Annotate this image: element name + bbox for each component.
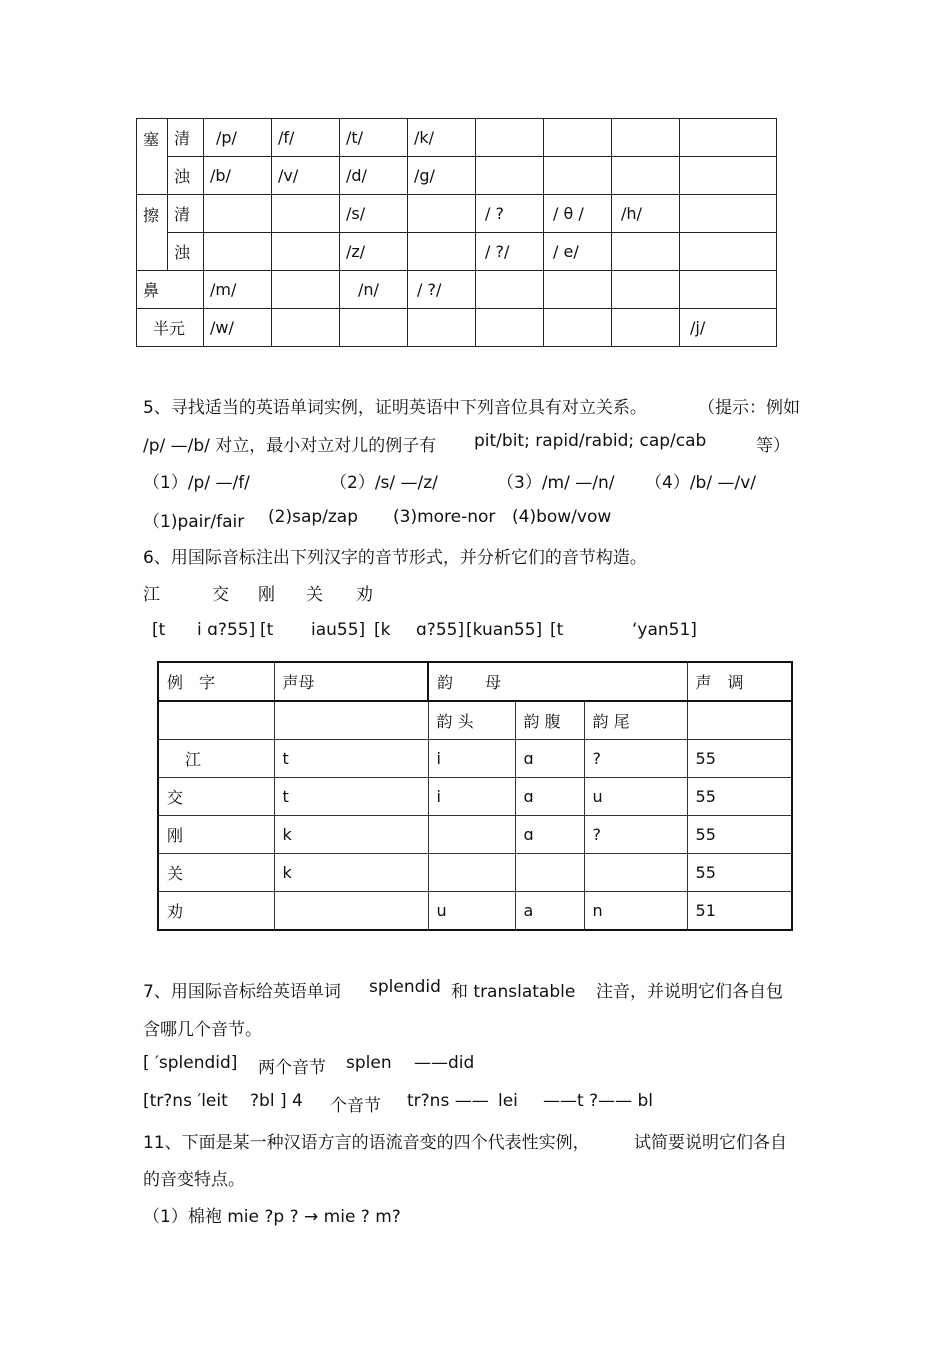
table-row <box>158 854 792 892</box>
q5-answer-4: (4)bow/vow <box>512 507 612 527</box>
table-cell: /s/ <box>340 195 408 233</box>
q7-ans2: ——t ?—— bl <box>543 1091 654 1111</box>
q7-ans1: 两个音节 <box>258 1058 326 1078</box>
table-cell: /v/ <box>272 157 340 195</box>
table-cell <box>274 701 428 740</box>
table-cell: / ?/ <box>408 271 476 309</box>
subheader-nucleus: 韵 腹 <box>515 701 584 740</box>
table-row <box>158 778 792 816</box>
table-cell <box>680 119 777 157</box>
q6-ipa: iau55] <box>311 620 366 640</box>
q7-ans1: ——did <box>414 1053 475 1073</box>
table-row <box>158 816 792 854</box>
table-cell <box>204 233 272 271</box>
initial-cell: t <box>274 778 428 816</box>
q6-char: 刚 <box>258 585 275 605</box>
coda-cell <box>584 854 687 892</box>
tone-cell: 55 <box>687 778 792 816</box>
table-cell <box>612 157 680 195</box>
table-cell <box>680 233 777 271</box>
medial-cell <box>428 816 515 854</box>
q6-ipa: ɑ?55] <box>416 620 465 640</box>
table-cell: /m/ <box>204 271 272 309</box>
table-cell <box>544 271 612 309</box>
table-header-row <box>158 662 792 701</box>
subheader-coda: 韵 尾 <box>584 701 687 740</box>
manner-cell: 塞 <box>137 119 168 195</box>
q6-ipa: [kuan55] <box>466 620 543 640</box>
table-cell: /b/ <box>204 157 272 195</box>
table-row <box>137 119 777 157</box>
q5-answer-1: （1)pair/fair <box>143 512 245 532</box>
q5-pair-1: （1）/p/ —/f/ <box>143 473 250 493</box>
table-cell <box>408 195 476 233</box>
table-row <box>158 740 792 778</box>
table-cell <box>476 119 544 157</box>
tone-cell: 55 <box>687 854 792 892</box>
tone-cell: 55 <box>687 816 792 854</box>
q6-title: 6、用国际音标注出下列汉字的音节形式，并分析它们的音节构造。 <box>143 548 647 568</box>
table-cell <box>612 233 680 271</box>
medial-cell: u <box>428 892 515 931</box>
subheader-medial: 韵 头 <box>428 701 515 740</box>
nucleus-cell <box>515 854 584 892</box>
medial-cell: i <box>428 778 515 816</box>
initial-cell <box>274 892 428 931</box>
header-final: 韵 母 <box>428 662 687 701</box>
q5-answer-2: (2)sap/zap <box>268 507 359 527</box>
table-cell <box>476 309 544 347</box>
q6-ipa: [t <box>152 620 166 640</box>
q7-ans2: ?bl ] 4 <box>250 1091 303 1111</box>
table-cell <box>680 271 777 309</box>
q7-line1-c: 和 translatable <box>451 982 576 1002</box>
table-cell: /n/ <box>340 271 408 309</box>
table-cell <box>272 233 340 271</box>
medial-cell: i <box>428 740 515 778</box>
nucleus-cell: ɑ <box>515 778 584 816</box>
q6-ipa: i ɑ?55] <box>197 620 256 640</box>
initial-cell: k <box>274 854 428 892</box>
table-cell <box>272 271 340 309</box>
q6-ipa: [k <box>374 620 391 640</box>
q5-examples: pit/bit; rapid/rabid; cap/cab <box>474 431 707 451</box>
q6-char: 江 <box>143 585 160 605</box>
table-cell: / ? <box>476 195 544 233</box>
manner-cell: 鼻 <box>137 271 204 309</box>
table-cell <box>476 157 544 195</box>
manner-cell: 半元 <box>137 309 204 347</box>
table-cell <box>408 233 476 271</box>
table-cell: /z/ <box>340 233 408 271</box>
q6-ipa: [t <box>260 620 274 640</box>
table-cell: /f/ <box>272 119 340 157</box>
voicing-cell: 浊 <box>168 233 204 271</box>
table-row <box>158 892 792 931</box>
header-initial: 声母 <box>274 662 428 701</box>
q5-answer-3: (3)more-nor <box>393 507 496 527</box>
table-cell <box>272 195 340 233</box>
table-cell <box>158 701 274 740</box>
q7-line1-d: 注音，并说明它们各自包 <box>596 982 783 1002</box>
q7-ans2: 个音节 <box>330 1096 381 1116</box>
q7-ans1: splen <box>346 1053 392 1073</box>
table-cell <box>612 271 680 309</box>
table-cell <box>544 119 612 157</box>
coda-cell: u <box>584 778 687 816</box>
q5-line1: 5、寻找适当的英语单词实例，证明英语中下列音位具有对立关系。 <box>143 398 647 418</box>
table-row <box>137 157 777 195</box>
table-cell <box>612 119 680 157</box>
consonant-table <box>136 118 777 347</box>
q11-line2: 的音变特点。 <box>143 1170 245 1190</box>
table-row <box>137 271 777 309</box>
table-cell <box>544 157 612 195</box>
q7-line1-a: 7、用国际音标给英语单词 <box>143 982 341 1002</box>
tone-cell: 55 <box>687 740 792 778</box>
header-tone: 声 调 <box>687 662 792 701</box>
q7-line1-b: splendid <box>369 977 441 997</box>
table-cell: / ?/ <box>476 233 544 271</box>
coda-cell: n <box>584 892 687 931</box>
medial-cell <box>428 854 515 892</box>
q5-line2: /p/ —/b/ 对立，最小对立对儿的例子有 <box>143 436 437 456</box>
table-cell <box>340 309 408 347</box>
q6-char: 关 <box>306 585 323 605</box>
table-cell: /p/ <box>204 119 272 157</box>
table-cell: /h/ <box>612 195 680 233</box>
q5-pair-2: （2）/s/ —/z/ <box>330 473 438 493</box>
table-cell <box>612 309 680 347</box>
table-cell: /t/ <box>340 119 408 157</box>
table-cell <box>204 195 272 233</box>
table-row <box>137 309 777 347</box>
table-cell <box>680 157 777 195</box>
char-cell: 刚 <box>158 816 274 854</box>
table-cell <box>680 195 777 233</box>
table-cell: / θ / <box>544 195 612 233</box>
header-example: 例 字 <box>158 662 274 701</box>
char-cell: 关 <box>158 854 274 892</box>
q7-line2: 含哪几个音节。 <box>143 1020 262 1040</box>
table-row <box>137 233 777 271</box>
table-cell <box>544 309 612 347</box>
syllable-table <box>157 661 793 931</box>
table-cell <box>476 271 544 309</box>
q6-ipa: [t <box>550 620 564 640</box>
initial-cell: t <box>274 740 428 778</box>
q7-ans2: [tr?ns ′leit <box>143 1091 228 1111</box>
q6-char: 劝 <box>356 585 373 605</box>
q7-ans1: [ ′splendid] <box>143 1053 238 1073</box>
table-cell: /k/ <box>408 119 476 157</box>
nucleus-cell: a <box>515 892 584 931</box>
table-cell: /j/ <box>680 309 777 347</box>
table-cell: / e/ <box>544 233 612 271</box>
q11-example-1: （1）棉袍 mie ?p ? → mie ? m? <box>143 1207 401 1227</box>
table-cell: /g/ <box>408 157 476 195</box>
initial-cell: k <box>274 816 428 854</box>
coda-cell: ? <box>584 816 687 854</box>
manner-cell: 擦 <box>137 195 168 271</box>
q5-pair-4: （4）/b/ —/v/ <box>645 473 756 493</box>
voicing-cell: 清 <box>168 119 204 157</box>
q6-ipa: ʻyan51] <box>632 620 697 640</box>
q5-pair-3: （3）/m/ —/n/ <box>497 473 615 493</box>
table-cell <box>272 309 340 347</box>
q11-line1-a: 11、下面是某一种汉语方言的语流音变的四个代表性实例， <box>143 1133 590 1153</box>
voicing-cell: 清 <box>168 195 204 233</box>
voicing-cell: 浊 <box>168 157 204 195</box>
char-cell: 劝 <box>158 892 274 931</box>
q5-hint: （提示：例如 <box>698 398 800 418</box>
char-cell: 交 <box>158 778 274 816</box>
q5-line2-end: 等） <box>756 436 790 456</box>
coda-cell: ? <box>584 740 687 778</box>
table-cell: /w/ <box>204 309 272 347</box>
q7-ans2: tr?ns —— <box>407 1091 489 1111</box>
tone-cell: 51 <box>687 892 792 931</box>
char-cell: 江 <box>158 740 274 778</box>
table-cell: /d/ <box>340 157 408 195</box>
table-cell <box>408 309 476 347</box>
q6-char: 交 <box>212 585 229 605</box>
q11-line1-b: 试简要说明它们各自 <box>634 1133 787 1153</box>
table-cell <box>687 701 792 740</box>
q7-ans2: lei <box>498 1091 518 1111</box>
table-row <box>137 195 777 233</box>
nucleus-cell: ɑ <box>515 740 584 778</box>
nucleus-cell: ɑ <box>515 816 584 854</box>
table-subheader-row <box>158 701 792 740</box>
